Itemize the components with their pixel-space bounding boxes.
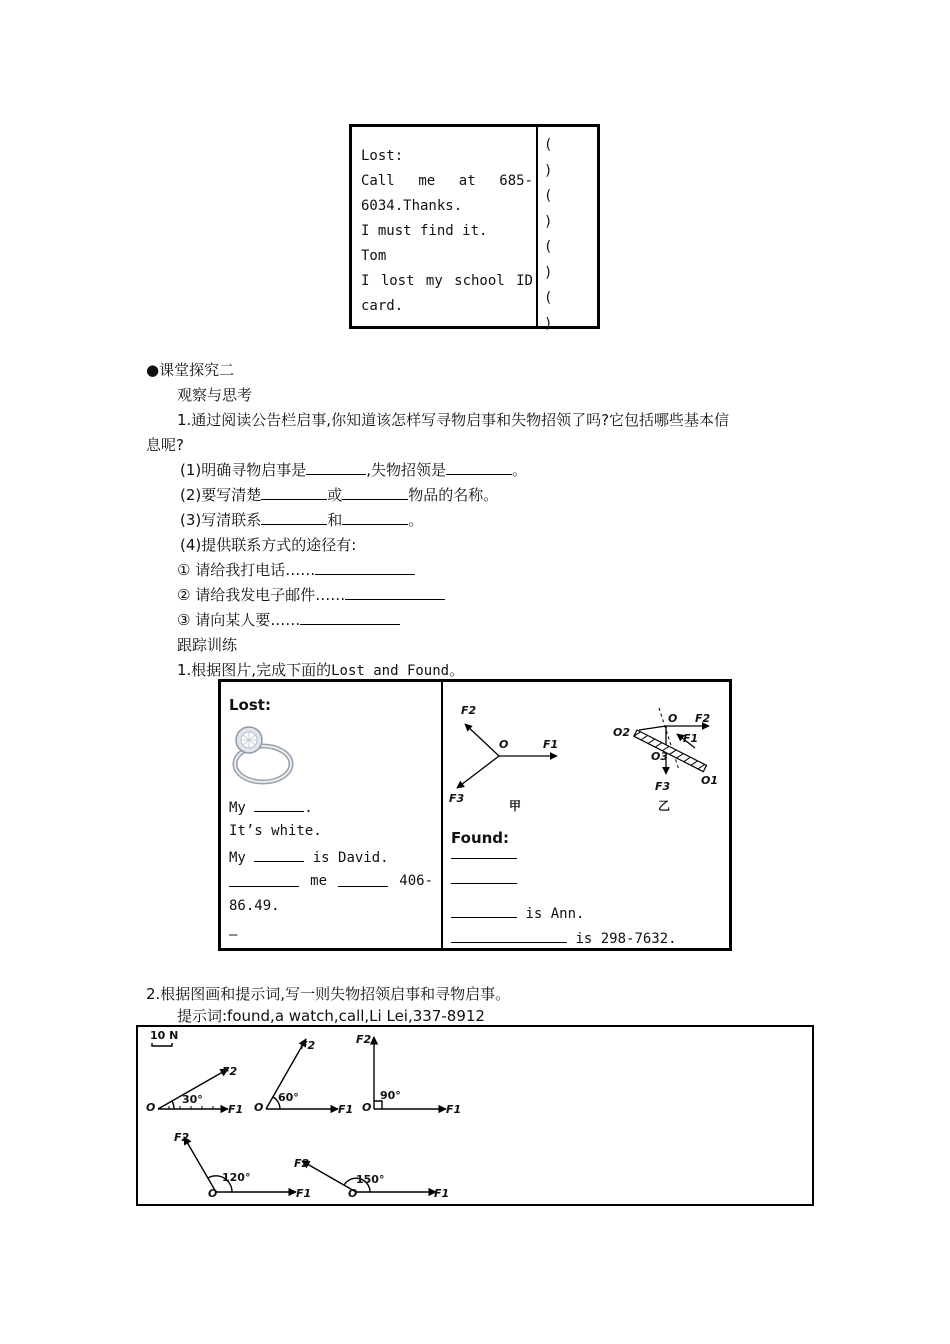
paren: ) bbox=[544, 264, 553, 281]
paren: ) bbox=[544, 162, 553, 179]
blank[interactable] bbox=[342, 511, 408, 525]
answer-parens bbox=[544, 133, 552, 337]
label-o: O bbox=[348, 1187, 358, 1200]
way-2: ② 请给我发电子邮件…… bbox=[177, 584, 445, 605]
paren: ( bbox=[544, 290, 553, 306]
blank[interactable] bbox=[338, 873, 388, 887]
label-f3-jia: F3 bbox=[449, 792, 465, 805]
notice-line: 6034.Thanks. bbox=[361, 198, 463, 214]
found-line-phone: is 298-7632. bbox=[451, 929, 677, 947]
notice-line: I lost my school ID bbox=[361, 273, 533, 289]
label-f2: F2 bbox=[222, 1065, 238, 1078]
training-label: 跟踪训练 bbox=[177, 636, 238, 654]
way-3: ③ 请向某人要…… bbox=[177, 609, 400, 630]
label-o: O bbox=[208, 1187, 218, 1200]
question-1-line2: 息呢? bbox=[146, 436, 184, 454]
item-2: (2)要写清楚 或 物品的名称。 bbox=[180, 486, 499, 504]
lost-line-my: My . bbox=[229, 800, 313, 816]
table-divider bbox=[441, 682, 443, 948]
label-f2-jia: F2 bbox=[461, 704, 477, 717]
lost-title: Lost: bbox=[229, 696, 271, 714]
label-o1-yi: O1 bbox=[701, 774, 719, 787]
blank[interactable] bbox=[345, 586, 445, 600]
paren: ) bbox=[544, 213, 553, 230]
notice-line: Call me at 685- bbox=[361, 173, 533, 189]
lost-line-dash: — bbox=[229, 927, 238, 943]
force-diagrams bbox=[447, 700, 727, 818]
caption-jia: 甲 bbox=[509, 799, 522, 813]
label-o: O bbox=[146, 1101, 156, 1114]
angle-60: 60° bbox=[278, 1091, 299, 1104]
label-o: O bbox=[254, 1101, 264, 1114]
item-1: (1)明确寻物启事是 ,失物招领是 。 bbox=[180, 461, 528, 479]
paren: ( bbox=[544, 188, 553, 204]
item-4: (4)提供联系方式的途径有: bbox=[180, 536, 357, 554]
blank[interactable] bbox=[451, 929, 567, 943]
diagram-jia bbox=[457, 724, 557, 788]
lost-line-phone: 86.49. bbox=[229, 898, 280, 914]
notice-line: I must find it. bbox=[361, 223, 488, 239]
paren: ) bbox=[544, 315, 553, 332]
blank[interactable] bbox=[254, 848, 304, 862]
ring-image bbox=[229, 720, 295, 790]
blank[interactable] bbox=[261, 486, 327, 500]
blank[interactable] bbox=[315, 561, 415, 575]
found-title: Found: bbox=[451, 829, 510, 847]
label-f1: F1 bbox=[434, 1187, 450, 1200]
label-f2: F2 bbox=[300, 1039, 316, 1052]
blank[interactable] bbox=[254, 798, 304, 812]
paren: ( bbox=[544, 137, 553, 153]
blank[interactable] bbox=[446, 461, 512, 475]
label-f3-yi: F3 bbox=[655, 780, 671, 793]
notice-line: Lost: bbox=[361, 148, 404, 164]
notice-line: Tom bbox=[361, 248, 387, 264]
angle-90: 90° bbox=[380, 1089, 401, 1102]
item-3: (3)写清联系 和 。 bbox=[180, 511, 424, 529]
label-o-yi: O bbox=[668, 712, 678, 725]
angle-120: 120° bbox=[222, 1171, 251, 1184]
label-o: O bbox=[362, 1101, 372, 1114]
label-f2: F2 bbox=[294, 1157, 310, 1170]
lost-line-name: My is David. bbox=[229, 850, 389, 866]
blank[interactable] bbox=[261, 511, 327, 525]
notice-line: card. bbox=[361, 298, 404, 314]
answer-box[interactable] bbox=[136, 1025, 814, 1206]
scale-label: 10 N bbox=[150, 1029, 179, 1042]
notice-lines bbox=[361, 144, 533, 319]
way-1: ① 请给我打电话…… bbox=[177, 559, 415, 580]
blank[interactable] bbox=[451, 904, 517, 918]
blank[interactable] bbox=[306, 461, 366, 475]
lost-found-table bbox=[218, 679, 732, 951]
question-1-line1: 1.通过阅读公告栏启事,你知道该怎样写寻物启事和失物招领了吗?它包括哪些基本信 bbox=[177, 411, 730, 429]
section-heading: ●课堂探究二 bbox=[146, 361, 235, 379]
task-2-title: 2.根据图画和提示词,写一则失物招领启事和寻物启事。 bbox=[146, 985, 511, 1003]
lost-line-call: me 406- bbox=[229, 873, 433, 889]
task-2-hint: 提示词:found,a watch,call,Li Lei,337-8912 bbox=[177, 1007, 485, 1025]
label-f1-jia: F1 bbox=[543, 738, 559, 751]
label-f1: F1 bbox=[338, 1103, 354, 1116]
label-f2-yi: F2 bbox=[695, 712, 711, 725]
blank[interactable] bbox=[342, 486, 408, 500]
training-question-1: 1.根据图片,完成下面的Lost and Found。 bbox=[177, 661, 465, 679]
found-line-ann: is Ann. bbox=[451, 904, 584, 922]
label-f1: F1 bbox=[296, 1187, 312, 1200]
blank[interactable] bbox=[451, 858, 517, 859]
angle-30: 30° bbox=[182, 1093, 203, 1106]
label-f1: F1 bbox=[446, 1103, 462, 1116]
label-f2: F2 bbox=[356, 1033, 372, 1046]
table-divider bbox=[536, 127, 538, 326]
label-o2-yi: O2 bbox=[613, 726, 631, 739]
observe-label: 观察与思考 bbox=[177, 386, 253, 404]
label-f2: F2 bbox=[174, 1131, 190, 1144]
lost-line-white: It’s white. bbox=[229, 823, 322, 839]
label-f1-yi: F1 bbox=[683, 732, 699, 745]
label-o-jia: O bbox=[499, 738, 509, 751]
blank[interactable] bbox=[229, 873, 299, 887]
label-f1: F1 bbox=[228, 1103, 244, 1116]
notice-table bbox=[349, 124, 600, 332]
angle-150: 150° bbox=[356, 1173, 385, 1186]
caption-yi: 乙 bbox=[658, 799, 671, 813]
label-o3-yi: O3 bbox=[651, 750, 669, 763]
blank[interactable] bbox=[300, 611, 400, 625]
paren: ( bbox=[544, 239, 553, 255]
blank[interactable] bbox=[451, 883, 517, 884]
